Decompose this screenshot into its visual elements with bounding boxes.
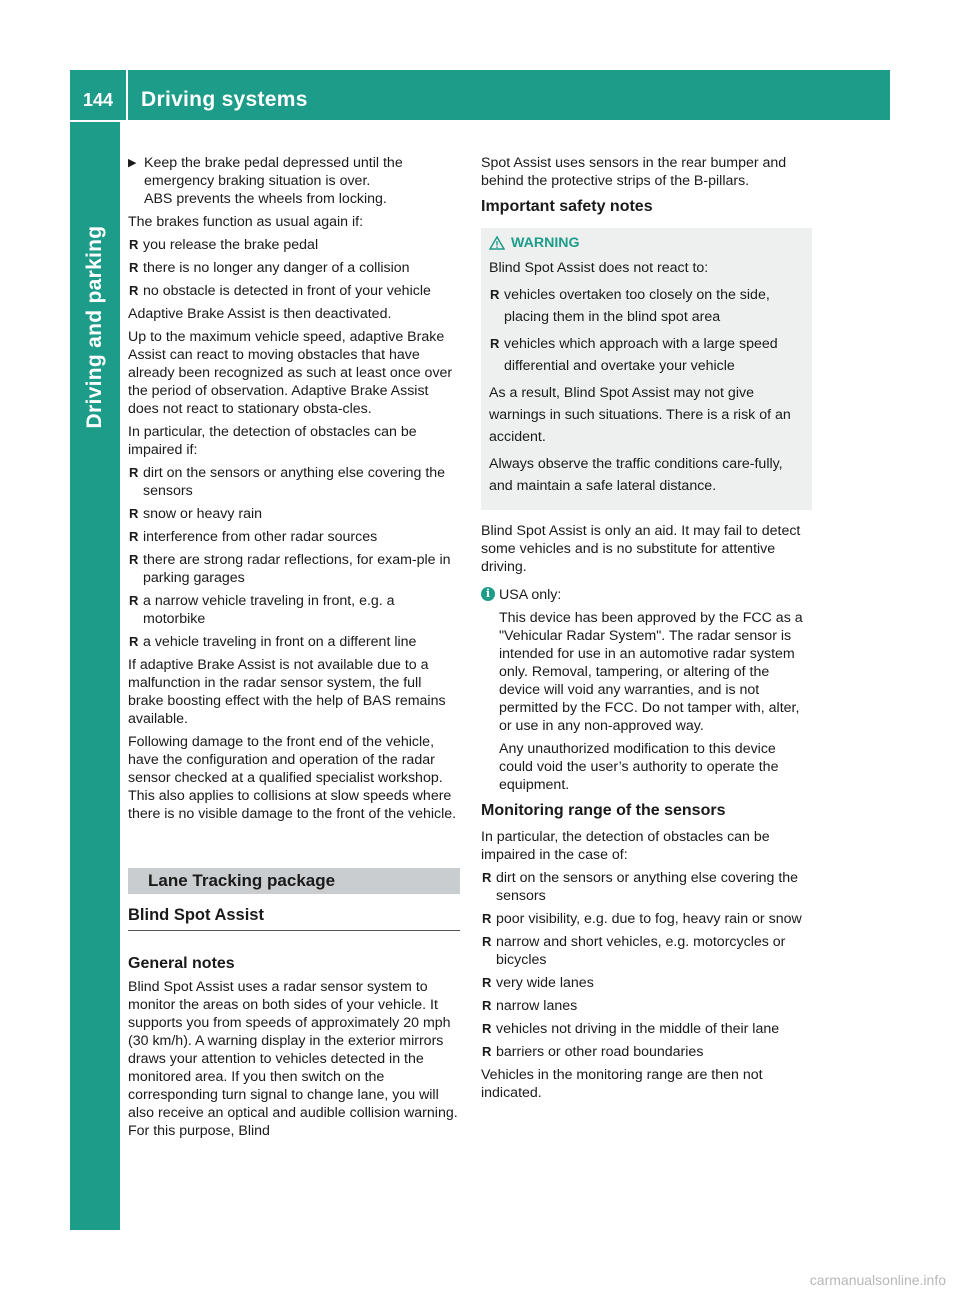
monitoring-range-heading: Monitoring range of the sensors <box>481 802 726 819</box>
paragraph: The brakes function as usual again if: <box>128 214 364 230</box>
warning-box <box>481 228 812 510</box>
step-text: Keep the brake pedal depressed until the emergency braking situation is over. <box>144 155 403 189</box>
list-item: R narrow lanes <box>481 997 812 1015</box>
list-item: R barriers or other road boundaries <box>481 1043 812 1061</box>
list-item: R interference from other radar sources <box>128 528 460 546</box>
paragraph: Blind Spot Assist is only an aid. It may fail to detect some vehicles and is no substitute for attentive driving. <box>481 523 801 575</box>
paragraph: Spot Assist uses sensors in the rear bumper and behind the protective strips of the B-pillars. <box>481 155 787 189</box>
list-item: R dirt on the sensors or anything else covering the sensors <box>128 464 460 500</box>
list-item: R there are strong radar reflections, for exam-ple in parking garages <box>128 551 460 587</box>
left-column <box>128 154 460 1145</box>
list-item: R a vehicle traveling in front on a different line <box>128 633 460 651</box>
general-notes-heading: General notes <box>128 955 235 972</box>
warning-list-item: R vehicles overtaken too closely on the side, placing them in the blind spot area <box>489 284 804 328</box>
paragraph: In particular, the detection of obstacles can be impaired if: <box>128 424 417 458</box>
list-item: R there is no longer any danger of a collision <box>128 259 460 277</box>
paragraph: Vehicles in the monitoring range are then not indicated. <box>481 1067 763 1101</box>
right-column <box>481 154 812 1107</box>
step-arrow-icon: ▶ <box>128 157 137 169</box>
list-item: R a narrow vehicle traveling in front, e.g. a motorbike <box>128 592 460 628</box>
paragraph: In particular, the detection of obstacles can be impaired in the case of: <box>481 829 770 863</box>
warning-list-item: R vehicles which approach with a large speed differential and overtake your vehicle <box>489 333 804 377</box>
safety-notes-heading: Important safety notes <box>481 198 653 215</box>
list-item: R no obstacle is detected in front of your vehicle <box>128 282 460 300</box>
step-result: ABS prevents the wheels from locking. <box>144 191 387 207</box>
side-tab <box>70 122 120 532</box>
blind-spot-assist-heading: Blind Spot Assist <box>128 906 460 931</box>
header-divider <box>126 70 128 120</box>
list-item: R very wide lanes <box>481 974 812 992</box>
section-title: Driving systems <box>141 88 308 111</box>
warning-paragraph: As a result, Blind Spot Assist may not give warnings in such situations. There is a risk of an accident. <box>489 385 791 445</box>
list-item: R narrow and short vehicles, e.g. motorcycles or bicycles <box>481 933 812 969</box>
instruction-step <box>128 154 460 208</box>
side-tab-label: Driving and parking <box>83 225 106 429</box>
info-icon: i <box>481 587 495 601</box>
lane-tracking-heading: Lane Tracking package <box>128 868 460 894</box>
list-item: R dirt on the sensors or anything else covering the sensors <box>481 869 812 905</box>
list-item: R vehicles not driving in the middle of their lane <box>481 1020 812 1038</box>
paragraph: Adaptive Brake Assist is then deactivated. <box>128 306 392 322</box>
list-item: R you release the brake pedal <box>128 236 460 254</box>
page-number: 144 <box>82 90 114 110</box>
paragraph: If adaptive Brake Assist is not available due to a malfunction in the radar sensor system, the full brake boosting effect with the help of BAS remains available. <box>128 657 446 727</box>
paragraph: Up to the maximum vehicle speed, adaptive Brake Assist can react to moving obstacles that have already been recognized as such at least once over the period of observation. Adaptive Brake Assist does not react to stationary obsta-cles. <box>128 329 453 417</box>
list-item: R poor visibility, e.g. due to fog, heavy rain or snow <box>481 910 812 928</box>
info-paragraph: Any unauthorized modification to this device could void the user’s authority to operate the equipment. <box>499 741 779 793</box>
info-paragraph: This device has been approved by the FCC as a "Vehicular Radar System". The radar sensor is intended for use in an automotive radar system only. Removal, tampering, or altering of the device will void any warranties, and is not permitted by the FCC. Do not tamper with, alter, or use in any non-approved way. <box>499 610 803 734</box>
paragraph: Following damage to the front end of the vehicle, have the configuration and operation of the radar sensor checked at a qualified specialist workshop. This also applies to collisions at slow speeds where there is no visible damage to the front of the vehicle. <box>128 734 457 822</box>
info-title: USA only: <box>499 587 562 603</box>
warning-title <box>489 234 804 252</box>
warning-paragraph: Always observe the traffic conditions care-fully, and maintain a safe lateral distance. <box>489 456 783 494</box>
watermark: carmanualsonline.info <box>809 1272 946 1288</box>
list-item: R snow or heavy rain <box>128 505 460 523</box>
warning-triangle-icon <box>489 236 505 250</box>
paragraph: Blind Spot Assist uses a radar sensor system to monitor the areas on both sides of your vehicle. It supports you from speeds of approximately 20 mph (30 km/h). A warning display in the exterior mirrors draws your attention to vehicles detected in the monitored area. If you then switch on the corresponding turn signal to change lane, you will also receive an optical and audible collision warning. For this purpose, Blind <box>128 979 458 1139</box>
warning-intro: Blind Spot Assist does not react to: <box>489 260 709 276</box>
warning-label: WARNING <box>511 235 580 251</box>
info-note <box>481 586 812 794</box>
